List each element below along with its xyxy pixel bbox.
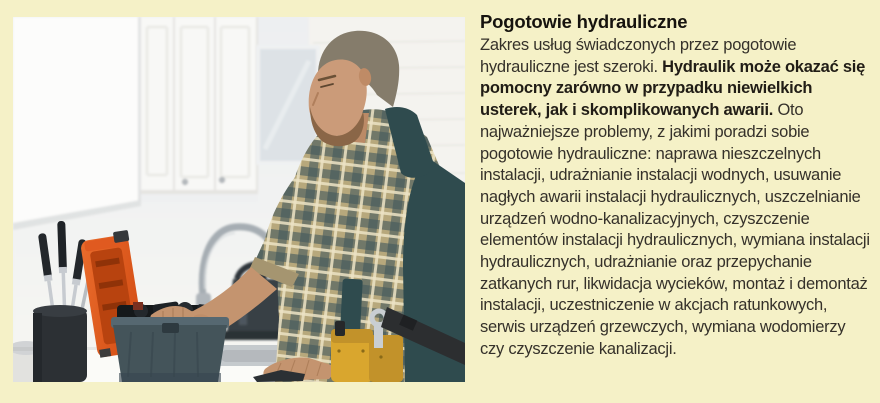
plumber-photo xyxy=(13,17,465,382)
article-title: Pogotowie hydrauliczne xyxy=(480,11,688,32)
article-body xyxy=(480,35,872,361)
body-rest: Oto najważniejsze problemy, z jakimi poradzi sobie pogotowie hydrauliczne: naprawa nieszczelnych instalacji, udrażnianie instalacji wodnych, usuwanie nagłych awarii instalacji hydraulicznych, uszczelnianie urządzeń wodno-kanalizacyjnych, czyszczenie elementów instalacji hydraulicznych, wymiana instalacji hydraulicznych, udrażnianie oraz przepychanie zatkanych rur, likwidacja wycieków, montaż i demontaż instalacji, uczestniczenie w akcjach ratunkowych, serwis urządzeń grzewczych, wymiana wodomierzy czy czyszczenie kanalizacji. xyxy=(480,101,870,358)
body-bold-sentence: Hydraulik może okazać się pomocny zarówno w przypadku niewielkich usterek, jak i skomplikowanych awarii. xyxy=(480,57,866,120)
upper-cabinets xyxy=(13,17,258,230)
body-intro: Zakres usług świadczonych przez pogotowie hydrauliczne jest szeroki. xyxy=(480,36,797,76)
toolbox xyxy=(111,317,229,382)
article-text xyxy=(480,10,872,361)
plumber-photo-illustration xyxy=(13,17,465,382)
